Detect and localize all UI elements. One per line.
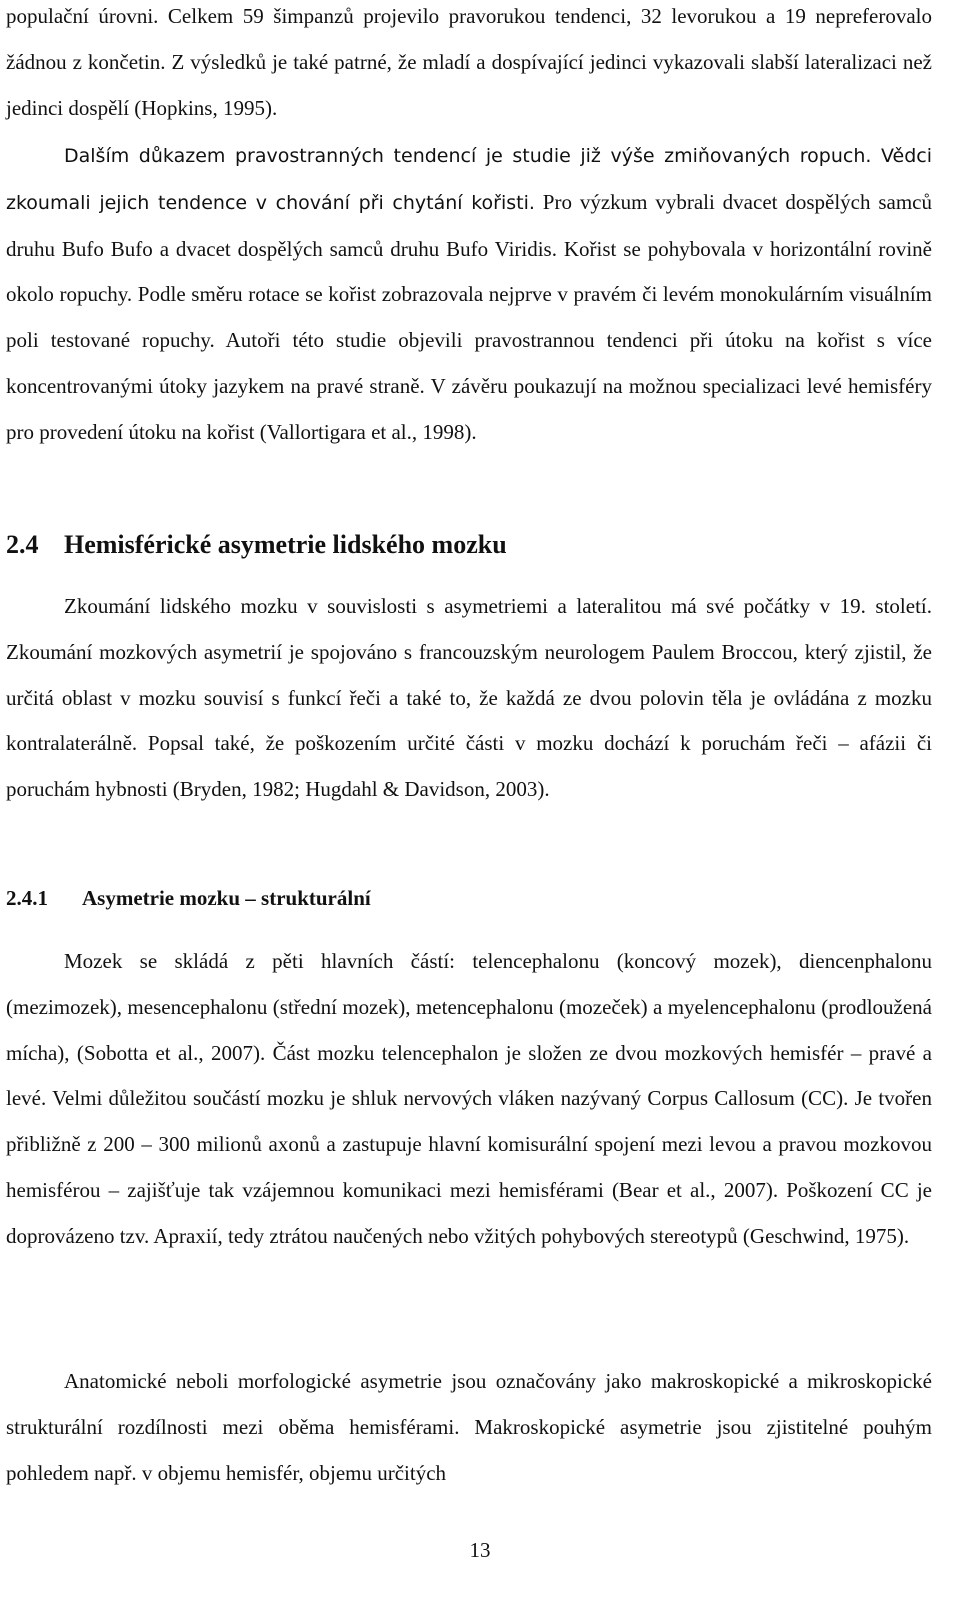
- paragraph-asymmetries: Anatomické neboli morfologické asymetrie jsou označovány jako makroskopické a mikroskopické strukturální rozdílnosti mezi oběma hemisférami. Makroskopické asymetrie jsou zjistitelné pouhým pohledem např. v objemu hemisfér, objemu určitých: [6, 1369, 932, 1485]
- paragraph-toads: [6, 133, 932, 456]
- section-heading-number: 2.4: [6, 530, 39, 559]
- subsection-heading: [6, 886, 371, 911]
- page-number: 13: [469, 1538, 491, 1562]
- paragraph-brain-research: Zkoumání lidského mozku v souvislosti s asymetriemi a lateralitou má své počátky v 19. století. Zkoumání mozkových asymetrií je spojováno s francouzským neurologem Paulem Broccou, který zjistil, že určitá oblast v mozku souvisí s funkcí řeči a také to, že každá ze dvou polovin těla je ovládána z mozku kontralaterálně. Popsal také, že poškozením určité části v mozku dochází k poruchám řeči – afázii či poruchám hybnosti (Bryden, 1982; Hugdahl & Davidson, 2003).: [6, 594, 932, 802]
- subsection-heading-title: Asymetrie mozku – strukturální: [82, 886, 371, 910]
- paragraph-toads-sans-part: Dalším důkazem pravostranných tendencí je studie již výše zmiňovaných ropuch. Vědci zkoumali jejich tendence v chování při chytání kořisti.: [6, 145, 932, 214]
- paragraph-brain-structure: Mozek se skládá z pěti hlavních částí: telencephalonu (koncový mozek), diencenphalonu (mezimozek), mesencephalonu (střední mozek), metencephalonu (mozeček) a myelencephalonu (prodloužená mícha), (Sobotta et al., 2007). Část mozku telencephalon je složen ze dvou mozkových hemisfér – pravé a levé. Velmi důležitou součástí mozku je shluk nervových vláken nazývaný Corpus Callosum (CC). Je tvořen přibližně z 200 – 300 milionů axonů a zastupuje hlavní komisurální spojení mezi levou a pravou mozkovou hemisférou – zajišťuje tak vzájemnou komunikaci mezi hemisférami (Bear et al., 2007). Poškození CC je doprovázeno tzv. Apraxií, tedy ztrátou naučených nebo vžitých pohybových stereotypů (Geschwind, 1975).: [6, 949, 932, 1248]
- subsection-heading-number: 2.4.1: [6, 886, 48, 910]
- paragraph-continuation: populační úrovni. Celkem 59 šimpanzů projevilo pravorukou tendenci, 32 levorukou a 19 nepreferovalo žádnou z končetin. Z výsledků je také patrné, že mladí a dospívající jedinci vykazovali slabší lateralizaci než jedinci dospělí (Hopkins, 1995).: [6, 4, 932, 120]
- section-heading-title: Hemisférické asymetrie lidského mozku: [64, 530, 507, 559]
- paragraph-toads-rest: Pro výzkum vybrali dvacet dospělých samců druhu Bufo Bufo a dvacet dospělých samců druhu Bufo Viridis. Kořist se pohybovala v horizontální rovině okolo ropuchy. Podle směru rotace se kořist zobrazovala nejprve v pravém či levém monokulárním visuálním poli testované ropuchy. Autoři této studie objevili pravostrannou tendenci při útoku na kořist s více koncentrovanými útoky jazykem na pravé straně. V závěru poukazují na možnou specializaci levé hemisféry pro provedení útoku na kořist (Vallortigara et al., 1998).: [6, 189, 932, 444]
- section-heading: [6, 530, 507, 560]
